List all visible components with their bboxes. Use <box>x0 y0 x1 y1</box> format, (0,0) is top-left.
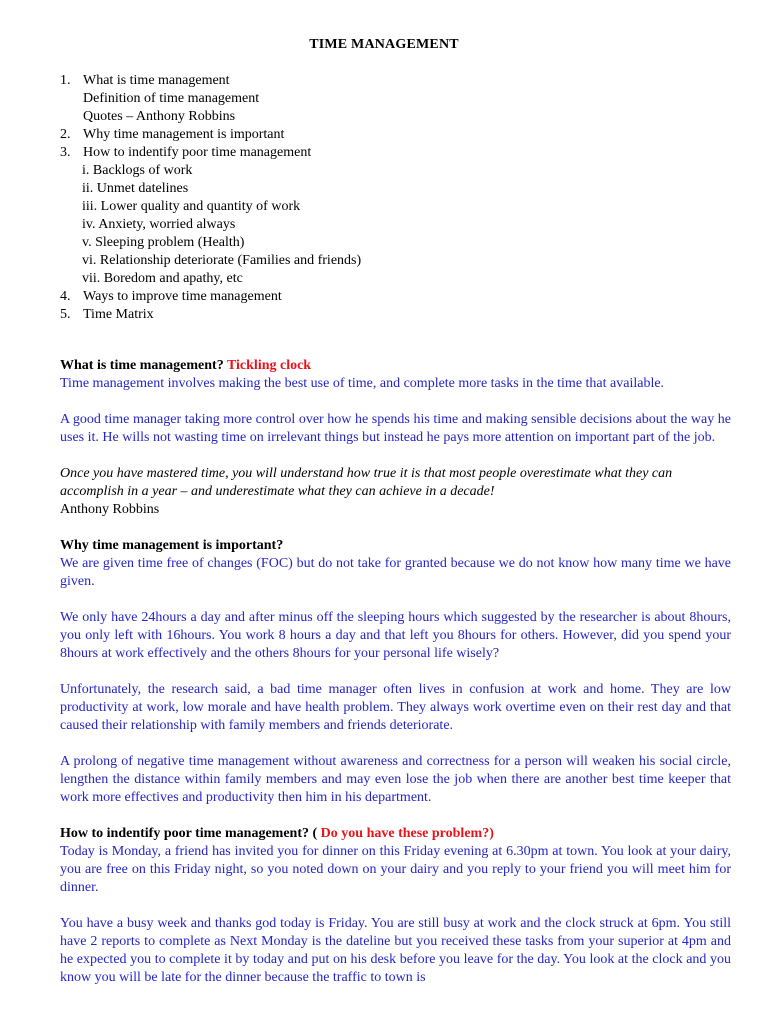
outline-subtext: iv. Anxiety, worried always <box>82 217 236 232</box>
outline-subtext: v. Sleeping problem (Health) <box>82 235 245 250</box>
outline-number: 4. <box>60 289 71 304</box>
body-paragraph: Time management involves making the best use of time, and complete more tasks in the time that available. <box>60 376 665 391</box>
outline-subtext: Definition of time management <box>83 91 260 106</box>
section-heading-highlight: Tickling clock <box>226 358 312 373</box>
body-paragraph: Today is Monday, a friend has invited you for dinner on this Friday evening at 6.30pm at town. You look at your dairy, you are free on this Friday night, so you noted down on your dairy and you reply to your friend you will meet him for dinner. <box>60 844 731 895</box>
outline-list <box>60 72 740 324</box>
body-paragraph: We only have 24hours a day and after minus off the sleeping hours which suggested by the researcher is about 8hours, you only left with 16hours. You work 8 hours a day and that left you 8hours for others. However, did you spend your 8hours at work effectively and the others 8hours for your personal life wisely? <box>60 610 731 661</box>
section-heading-highlight: Do you have these problem?) <box>320 826 494 841</box>
body-paragraph: Unfortunately, the research said, a bad time manager often lives in confusion at work and home. They are low productivity at work, low morale and have health problem. They always work overtime even on their rest day and that caused their relationship with family members and friends deteriorate. <box>60 682 731 733</box>
outline-text: Time Matrix <box>83 307 154 322</box>
quote-text: Once you have mastered time, you will understand how true it is that most people overestimate what they can accomplish in a year – and underestimate what they can achieve in a decade! <box>60 466 673 499</box>
outline-subitem <box>60 90 740 108</box>
body-paragraph: A prolong of negative time management without awareness and correctness for a person will weaken his social circle, lengthen the distance within family members and may even lose the job when there are another best time keeper that work more effectives and productivity then him in his department. <box>60 754 731 805</box>
document-body <box>60 357 731 987</box>
outline-item <box>60 126 740 144</box>
section-heading: Why time management is important? <box>60 538 284 553</box>
outline-subitem <box>60 162 740 180</box>
section-heading-paren: ( <box>312 826 318 841</box>
section-heading <box>60 357 731 375</box>
outline-item <box>60 144 740 162</box>
outline-text: Ways to improve time management <box>83 289 282 304</box>
body-paragraph: A good time manager taking more control over how he spends his time and making sensible decisions about the way he uses it. He wills not wasting time on irrelevant things but instead he pays more attention on important part of the job. <box>60 412 731 445</box>
outline-text: What is time management <box>83 73 230 88</box>
outline-item <box>60 72 740 90</box>
outline-subitem <box>60 270 740 288</box>
outline-number: 3. <box>60 145 71 160</box>
section-heading-text: How to indentify poor time management? <box>60 826 309 841</box>
section-heading <box>60 825 731 843</box>
quote-author: Anthony Robbins <box>60 502 160 517</box>
outline-subitem <box>60 252 740 270</box>
outline-text: How to indentify poor time management <box>83 145 312 160</box>
outline-number: 2. <box>60 127 71 142</box>
outline-subtext: iii. Lower quality and quantity of work <box>82 199 301 214</box>
outline-subtext: vi. Relationship deteriorate (Families and friends) <box>82 253 362 268</box>
outline-subtext: i. Backlogs of work <box>82 163 193 178</box>
outline-subitem <box>60 108 740 126</box>
outline-subtext: vii. Boredom and apathy, etc <box>82 271 243 286</box>
outline-subitem <box>60 234 740 252</box>
document-title: TIME MANAGEMENT <box>309 37 459 52</box>
outline-item <box>60 306 740 324</box>
outline-number: 1. <box>60 73 71 88</box>
outline-subtext: Quotes – Anthony Robbins <box>83 109 236 124</box>
outline-number: 5. <box>60 307 71 322</box>
section-heading-text: What is time management? <box>60 358 224 373</box>
outline-text: Why time management is important <box>83 127 285 142</box>
body-paragraph: You have a busy week and thanks god today is Friday. You are still busy at work and the clock struck at 6pm. You still have 2 reports to complete as Next Monday is the dateline but you received these tasks from your superior at 4pm and he expected you to complete it by today and put on his desk before you leave for the day. You look at the clock and you know you will be late for the dinner because the traffic to town is <box>60 916 731 985</box>
body-paragraph: We are given time free of changes (FOC) but do not take for granted because we do not know how many time we have given. <box>60 556 731 589</box>
outline-subitem <box>60 180 740 198</box>
outline-subitem <box>60 198 740 216</box>
outline-item <box>60 288 740 306</box>
outline-subtext: ii. Unmet datelines <box>82 181 189 196</box>
outline-subitem <box>60 216 740 234</box>
